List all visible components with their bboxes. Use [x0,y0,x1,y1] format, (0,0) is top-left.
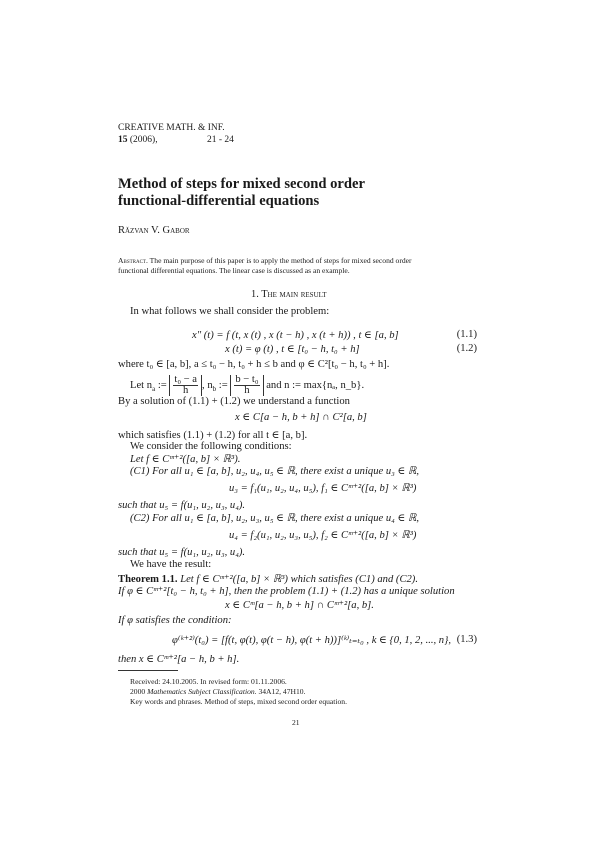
keywords: Key words and phrases. Method of steps, mixed second order equation. [130,697,348,706]
let-label: Let n [130,379,153,391]
condition-c1-equation: u₃ = f₁(u₁, u₂, u₄, u₅), f₁ ∈ Cᵐ⁺²([a, b] × ℝ³) [229,483,417,494]
equation-number-1-3: (1.3) [456,634,477,645]
let-n-line [130,375,364,396]
volume-number: 15 [118,135,128,145]
condition-c1-such-that: such that u₅ = f(u₁, u₂, u₃, u₄). [118,500,246,511]
received-date: Received: 24.10.2005. In revised form: 01.11.2006. [130,677,287,686]
let-f-line: Let f ∈ Cᵐ⁺²([a, b] × ℝ³). [130,454,241,465]
journal-year: (2006), [129,135,158,145]
fraction-b-denominator: h [244,385,250,396]
conditions-intro: We consider the following conditions: [130,441,292,452]
fraction-b-numerator: b − t₀ [235,374,259,385]
na-subscript: a [152,385,156,394]
equation-number-1-2: (1.2) [456,343,477,354]
condition-c2: (C2) For all u₁ ∈ [a, b], u₂, u₃, u₅ ∈ ℝ, there exist a unique u₄ ∈ ℝ, [130,513,420,524]
paper-title [118,176,365,210]
msc-year: 2000 [130,687,148,696]
assign-b: := [216,379,231,391]
journal-volume-line [118,135,158,145]
equation-1-3: φ⁽ᵏ⁺²⁾(t₀) = [f(t, φ(t), φ(t − h), φ(t + h))]⁽ᵏ⁾ₜ₌ₜ₀ , k ∈ {0, 1, 2, ..., n}, [172,635,451,646]
equation-number-1-1: (1.1) [456,329,477,340]
author-name: Răzvan V. Gabor [118,225,190,236]
let-n-max: and n := max{nₐ, n_b}. [263,379,365,391]
journal-name: CREATIVE MATH. & INF. [118,123,225,133]
theorem-label: Theorem 1.1. [118,574,178,585]
intro-sentence: In what follows we shall consider the problem: [130,306,330,317]
abstract-line-2: functional differential equations. The linear case is discussed as an example. [118,266,350,275]
theorem-statement-2: If φ ∈ Cᵐ⁺²[t₀ − h, t₀ + h], then the problem (1.1) + (1.2) has a unique solution [118,586,455,597]
msc-label: Mathematics Subject Classification. [147,687,257,696]
title-line-2: functional-differential equations [118,193,320,209]
ceiling-fraction-b [230,375,263,396]
section-heading: 1. The main result [251,289,327,300]
footnote-rule [118,670,178,671]
where-line: where t₀ ∈ [a, b], a ≤ t₀ − h, t₀ + h ≤ b and φ ∈ C²[t₀ − h, t₀ + h]. [118,359,390,370]
equation-1-2: x (t) = φ (t) , t ∈ [t₀ − h, t₀ + h] [225,344,360,355]
result-intro: We have the result: [130,559,212,570]
nb-subscript: b [212,385,217,394]
solution-definition: By a solution of (1.1) + (1.2) we understand a function [118,396,350,407]
theorem-statement-1 [118,573,418,585]
abstract-text-1: The main purpose of this paper is to apply the method of steps for mixed second order [149,256,412,265]
ceiling-fraction-a [169,375,202,396]
page-number: 21 [292,718,300,727]
fraction-a-numerator: t₀ − a [174,374,198,385]
condition-c2-such-that: such that u₅ = f(u₁, u₂, u₃, u₄). [118,547,246,558]
journal-pages: 21 - 24 [207,135,234,145]
title-line-1: Method of steps for mixed second order [118,176,365,192]
condition-c1: (C1) For all u₁ ∈ [a, b], u₂, u₄, u₅ ∈ ℝ, there exist a unique u₃ ∈ ℝ, [130,466,420,477]
let-nb-label: , n [202,379,213,391]
equation-1-1: x″ (t) = f (t, x (t) , x (t − h) , x (t + h)) , t ∈ [a, b] [192,330,399,341]
then-line: then x ∈ Cᵐ⁺²[a − h, b + h]. [118,654,240,665]
msc-classification [130,687,306,696]
satisfies-line: which satisfies (1.1) + (1.2) for all t ∈ [a, b]. [118,430,308,441]
theorem-text-1: Let f ∈ Cᵐ⁺²([a, b] × ℝ³) which satisfies (C1) and (C2). [177,574,418,585]
abstract-line-1 [118,256,412,265]
solution-space-equation: x ∈ C[a − h, b + h] ∩ C²[a, b] [235,412,367,423]
abstract-label: Abstract. [118,256,148,265]
assign-a: := [155,379,170,391]
theorem-solution-space: x ∈ Cᵐ[a − h, b + h] ∩ Cᵐ⁺²[a, b]. [225,600,374,611]
fraction-a-denominator: h [183,385,189,396]
condition-c2-equation: u₄ = f₂(u₁, u₂, u₃, u₅), f₂ ∈ Cᵐ⁺²([a, b] × ℝ³) [229,530,417,541]
msc-codes: 34A12, 47H10. [256,687,306,696]
if-phi-line: If φ satisfies the condition: [118,615,232,626]
